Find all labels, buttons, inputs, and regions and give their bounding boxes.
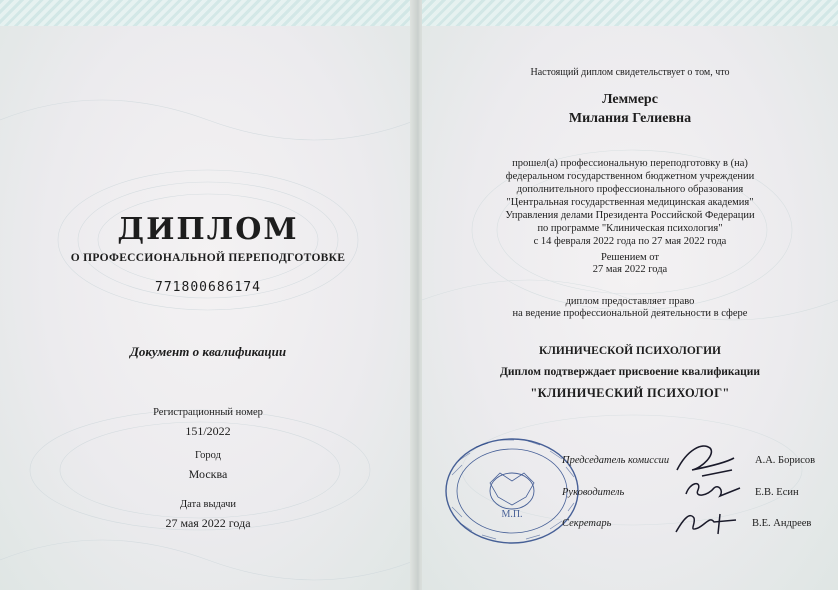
document-type: Документ о квалификации (129, 344, 287, 359)
right-line: диплом предоставляет право (565, 296, 695, 307)
city-value: Москва (188, 467, 228, 481)
decorative-border (0, 0, 416, 26)
director-name: Е.В. Есин (755, 487, 799, 498)
right-line: на ведение профессиональной деятельности в сфере (512, 308, 748, 319)
secretary-signature (670, 506, 742, 538)
seal-center-text: М.П. (501, 509, 523, 520)
professional-sphere: КЛИНИЧЕСКОЙ ПСИХОЛОГИИ (539, 345, 721, 357)
intro-text: Настоящий диплом свидетельствует о том, что (530, 67, 730, 78)
body-line: федеральном государственном бюджетном учреждении (505, 171, 755, 182)
right-page (422, 0, 838, 590)
diploma-subtitle: О ПРОФЕССИОНАЛЬНОЙ ПЕРЕПОДГОТОВКЕ (70, 252, 346, 264)
issue-date-value: 27 мая 2022 года (165, 516, 251, 530)
qualification-confirmation: Диплом подтверждает присвоение квалификации (499, 366, 760, 378)
body-line: дополнительного профессионального образования (516, 184, 744, 195)
body-line: с 14 февраля 2022 года по 27 мая 2022 года (533, 236, 727, 247)
graduate-given-names: Милания Гелиевна (568, 111, 692, 126)
secretary-name: В.Е. Андреев (752, 518, 812, 529)
qualification-title: "КЛИНИЧЕСКИЙ ПСИХОЛОГ" (530, 386, 730, 400)
secretary-role: Секретарь (562, 518, 612, 529)
decorative-border (422, 0, 838, 26)
director-role: Руководитель (562, 487, 625, 498)
chairman-name: А.А. Борисов (755, 455, 816, 466)
diploma-number: 771800686174 (155, 280, 261, 295)
body-line: прошел(а) профессиональную переподготовку в (на) (512, 158, 748, 169)
issue-date-label: Дата выдачи (179, 499, 237, 510)
city-label: Город (195, 450, 221, 461)
left-page (0, 0, 416, 590)
decision-line: Решением от (601, 252, 659, 263)
registration-label: Регистрационный номер (153, 407, 263, 418)
registration-number: 151/2022 (185, 424, 231, 438)
director-signature (680, 476, 750, 506)
graduate-surname: Леммерс (602, 92, 658, 107)
body-line: по программе "Клиническая психология" (537, 223, 723, 234)
chairman-role: Председатель комиссии (562, 455, 670, 466)
body-line: "Центральная государственная медицинская академия" (506, 197, 754, 208)
diploma-title: ДИПЛОМ (117, 212, 299, 247)
decision-date: 27 мая 2022 года (592, 264, 668, 275)
body-line: Управления делами Президента Российской Федерации (505, 210, 755, 221)
official-seal (442, 435, 582, 547)
